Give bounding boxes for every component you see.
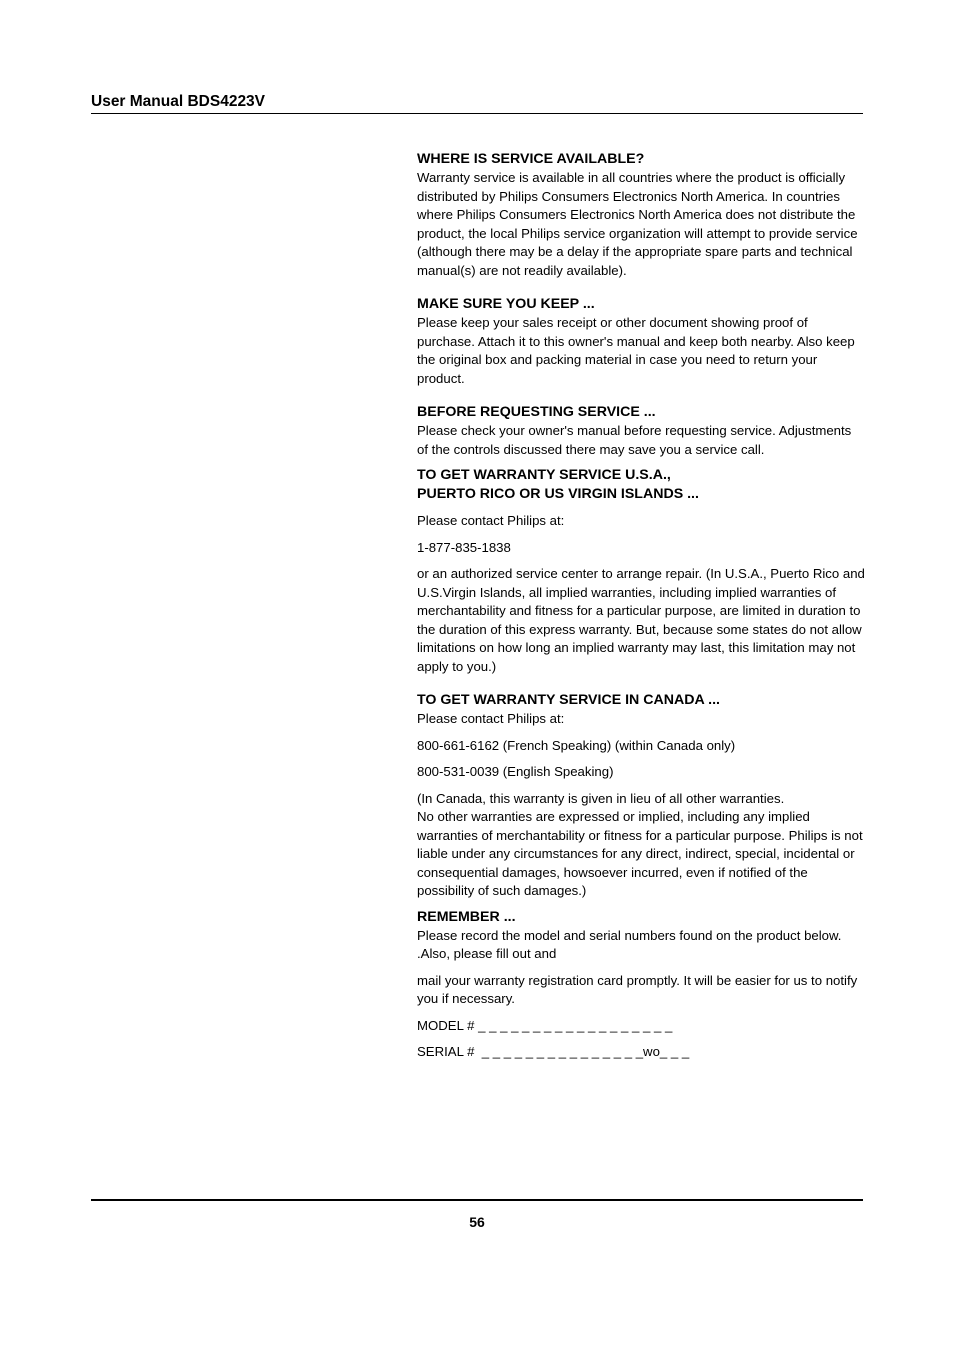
warranty-content (417, 150, 865, 1062)
heading-usa-line2: PUERTO RICO OR US VIRGIN ISLANDS ... (417, 486, 699, 502)
model-number-field: MODEL # _ _ _ _ _ _ _ _ _ _ _ _ _ _ _ _ _ _ (417, 1017, 673, 1033)
heading-usa-line1: TO GET WARRANTY SERVICE U.S.A., (417, 467, 671, 483)
heading-before-service: BEFORE REQUESTING SERVICE ... (417, 404, 656, 420)
paragraph-remember-1: Please record the model and serial numbers found on the product below. .Also, please fill out and (417, 927, 842, 961)
canada-phone-french: 800-661-6162 (French Speaking) (within Canada only) (417, 737, 736, 753)
paragraph-canada-line1: (In Canada, this warranty is given in lieu of all other warranties. (417, 790, 785, 806)
paragraph-service-available: Warranty service is available in all countries where the product is officially distributed by Philips Consumers Electronics North America. In countries where Philips Consumers Electronics North America does not distribute the product, the local Philips service organization will attempt to provide service (although there may be a delay if the appropriate spare parts and technical manual(s) are not readily available). (417, 170, 858, 278)
usa-phone: 1-877-835-1838 (417, 539, 511, 555)
header-divider (91, 113, 863, 114)
usa-contact: Please contact Philips at: (417, 513, 565, 528)
paragraph-before-service: Please check your owner's manual before requesting service. Adjustments of the controls discussed there may save you a service call. (417, 423, 852, 457)
canada-contact: Please contact Philips at: (417, 711, 565, 726)
document-title: User Manual BDS4223V (91, 93, 266, 110)
heading-remember: REMEMBER ... (417, 908, 516, 925)
canada-phone-english: 800-531-0039 (English Speaking) (417, 764, 614, 779)
heading-service-available: WHERE IS SERVICE AVAILABLE? (417, 151, 645, 167)
heading-canada: TO GET WARRANTY SERVICE IN CANADA ... (417, 692, 720, 708)
paragraph-remember-2: mail your warranty registration card promptly. It will be easier for us to notify you if necessary. (417, 972, 858, 1006)
serial-number-field: SERIAL # _ _ _ _ _ _ _ _ _ _ _ _ _ _ _wo_ _ _ (417, 1044, 690, 1059)
paragraph-usa: or an authorized service center to arrange repair. (In U.S.A., Puerto Rico and U.S.Virgin Islands, all implied warranties, including implied warranties of merchantability and fitness for a particular purpose, are limited in duration to the duration of this express warranty. But, because some states do not allow limitations on how long an implied warranty may last, this limitation may not apply to you.) (417, 566, 865, 674)
footer-divider (91, 1199, 863, 1201)
paragraph-canada-rest: No other warranties are expressed or implied, including any implied warranties of merchantability or fitness for a particular purpose. Philips is not liable under any circumstances for any direct, indirect, special, incidental or consequential damages, howsoever incurred, even if notified of the possibility of such damages.) (417, 809, 863, 898)
heading-keep: MAKE SURE YOU KEEP ... (417, 296, 595, 312)
paragraph-keep: Please keep your sales receipt or other document showing proof of purchase. Attach it to this owner's manual and keep both nearby. Also keep the original box and packing material in case you need to return your product. (417, 315, 855, 386)
page-number: 56 (469, 1214, 485, 1230)
